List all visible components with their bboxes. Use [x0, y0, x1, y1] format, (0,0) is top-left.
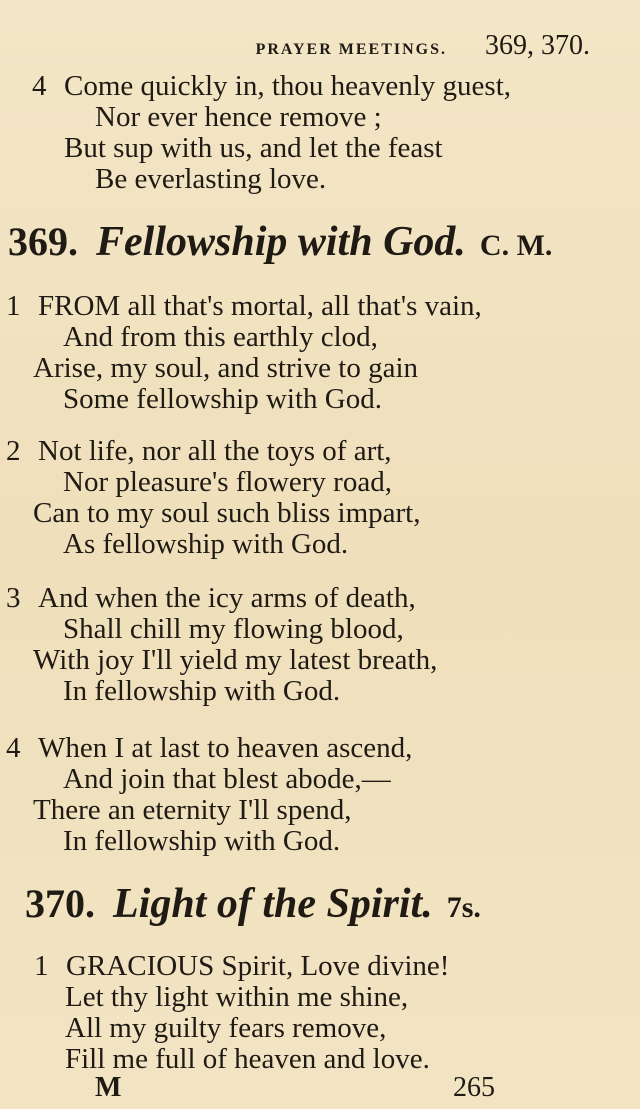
verse-number: 3	[6, 582, 21, 614]
hymn-number: 370.	[25, 881, 95, 926]
prev-verse-line-1: 4 Come quickly in, thou heavenly guest,	[32, 70, 512, 102]
signature-mark: M	[95, 1072, 122, 1103]
hymn-number: 369.	[8, 219, 78, 264]
hymn-370-heading	[25, 880, 481, 928]
verse-number: 2	[6, 435, 21, 467]
hymn-370-verse-1-line-1: 1 GRACIOUS Spirit, Love divine!	[34, 950, 450, 982]
hymn-369-verse-4-line-3: There an eternity I'll spend,	[33, 794, 352, 826]
hymn-369-verse-3-line-1: 3 And when the icy arms of death,	[6, 582, 416, 614]
running-hymn-numbers: 369, 370.	[485, 30, 590, 61]
hymn-370-verse-1-line-2: Let thy light within me shine,	[65, 981, 409, 1013]
hymn-369-heading	[8, 218, 552, 266]
hymn-369-verse-3-line-2: Shall chill my flowing blood,	[63, 613, 404, 645]
hymn-meter: 7s.	[446, 891, 481, 924]
prev-verse-line-4: Be everlasting love.	[95, 163, 327, 195]
hymn-369-verse-4-line-2: And join that blest abode,—	[63, 763, 391, 795]
hymn-369-verse-2-line-2: Nor pleasure's flowery road,	[63, 466, 392, 498]
hymn-370-verse-1-line-4: Fill me full of heaven and love.	[65, 1043, 430, 1075]
hymn-369-verse-1-line-2: And from this earthly clod,	[63, 321, 378, 353]
hymn-369-verse-2-line-1: 2 Not life, nor all the toys of art,	[6, 435, 392, 467]
hymn-369-verse-2-line-4: As fellowship with God.	[63, 528, 349, 560]
hymn-369-verse-4-line-4: In fellowship with God.	[63, 825, 341, 857]
hymn-369-verse-2-line-3: Can to my soul such bliss impart,	[33, 497, 421, 529]
hymn-title: Fellowship with God.	[96, 219, 466, 265]
prev-verse-line-2: Nor ever hence remove ;	[95, 101, 382, 133]
verse-number: 1	[6, 290, 21, 322]
hymn-369-verse-1-line-4: Some fellowship with God.	[63, 383, 382, 415]
hymn-369-verse-1-line-1: 1 FROM all that's mortal, all that's vain,	[6, 290, 482, 322]
verse-number: 4	[6, 732, 21, 764]
verse-number: 4	[32, 70, 47, 102]
page-number: 265	[453, 1072, 495, 1103]
hymn-370-verse-1-line-3: All my guilty fears remove,	[65, 1012, 387, 1044]
verse-number: 1	[34, 950, 49, 982]
hymn-369-verse-3-line-4: In fellowship with God.	[63, 675, 341, 707]
prev-verse-line-3: But sup with us, and let the feast	[64, 132, 443, 164]
running-title: PRAYER MEETINGS.	[255, 41, 447, 58]
hymn-title: Light of the Spirit.	[113, 881, 433, 927]
page-footer	[95, 1072, 495, 1104]
running-head	[160, 30, 590, 62]
hymn-meter: C. M.	[479, 229, 553, 262]
hymn-369-verse-4-line-1: 4 When I at last to heaven ascend,	[6, 732, 413, 764]
hymn-369-verse-1-line-3: Arise, my soul, and strive to gain	[33, 352, 419, 384]
hymn-369-verse-3-line-3: With joy I'll yield my latest breath,	[33, 644, 438, 676]
